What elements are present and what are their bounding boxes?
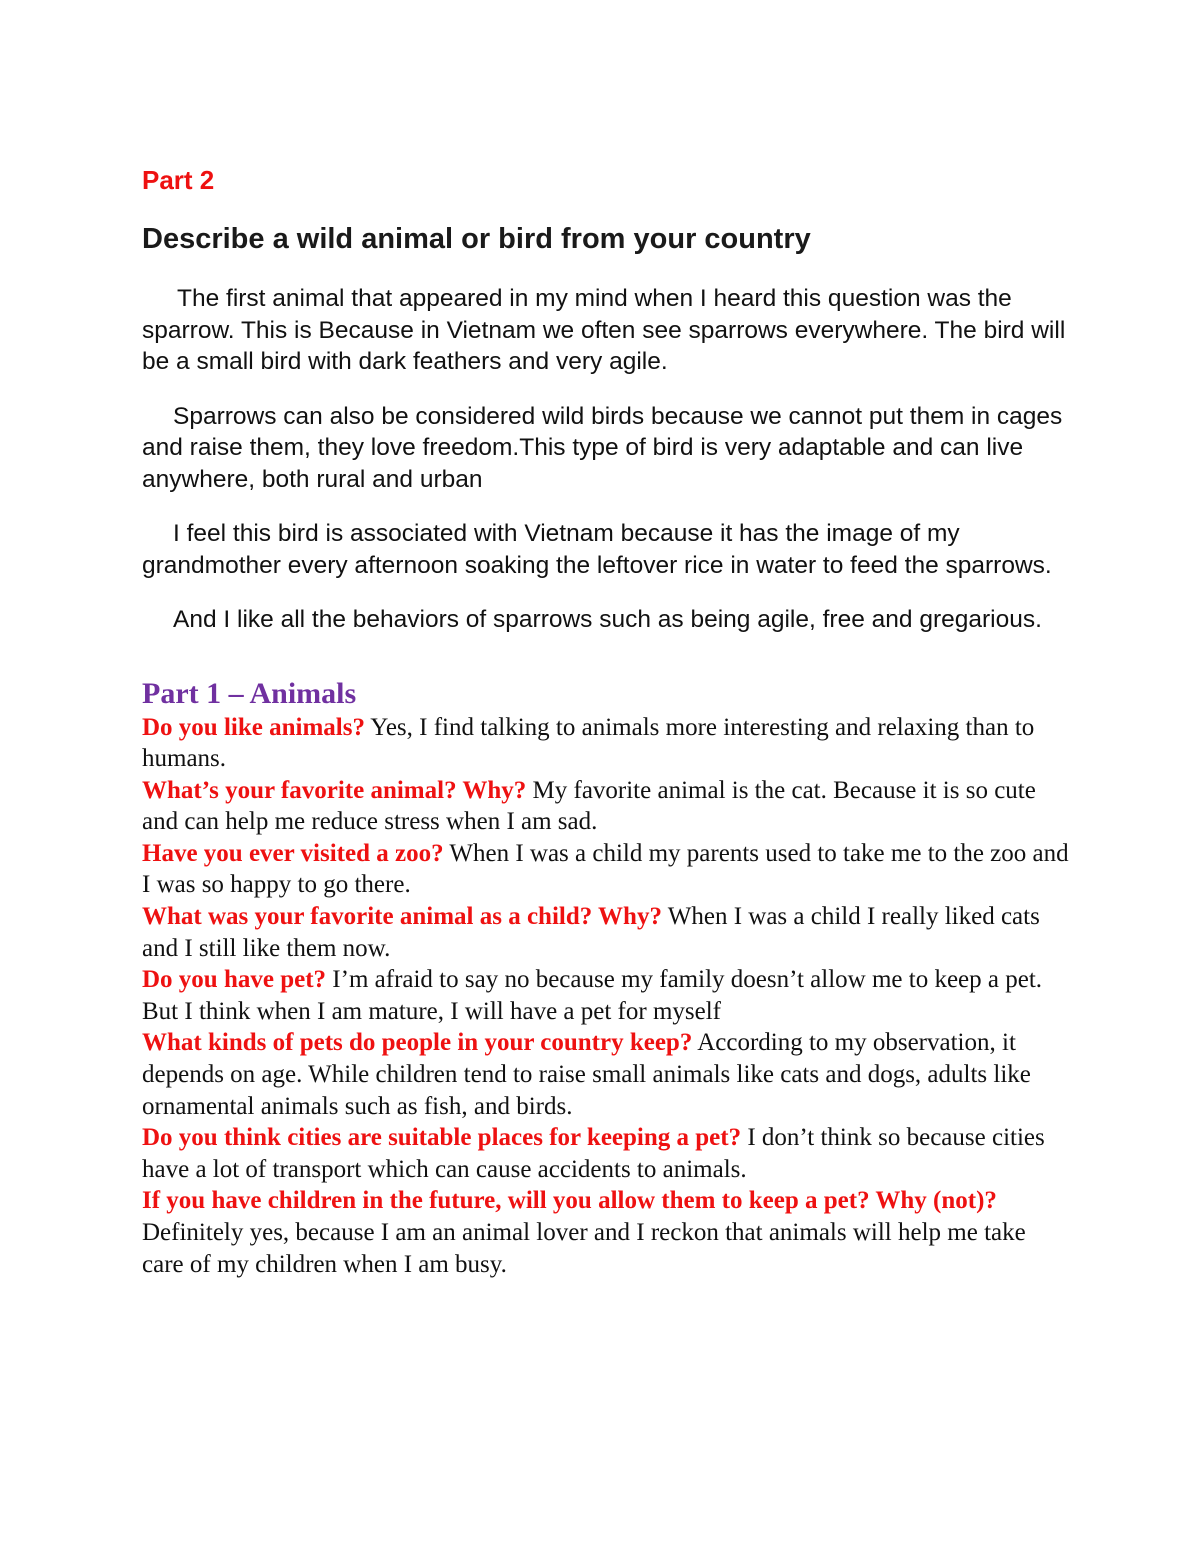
essay-paragraph: Sparrows can also be considered wild birds because we cannot put them in cages and raise them, they love freedom.This type of bird is very adaptable and can live anywhere, both rural and urban [142,402,1063,493]
question: What’s your favorite animal? Why? [142,776,527,804]
answer: Definitely yes, because I am an animal lover and I reckon that animals will help me take care of my children when I am busy. [142,1219,1026,1278]
answer: I don’t think so because cities have a lot of transport which can cause accidents to animals. [142,1124,1045,1183]
answer: My favorite animal is the cat. Because it is so cute and can help me reduce stress when I am sad. [142,776,1036,836]
answer: According to my observation, it depends on age. While children tend to raise small animals like cats and dogs, adults like ornamental animals such as fish, and birds. [142,1029,1031,1120]
qa-item [142,712,1072,775]
question: Do you have pet? [142,966,327,994]
part-2-label: Part 2 [142,165,215,195]
essay-paragraph: And I like all the behaviors of sparrows such as being agile, free and gregarious. [173,606,1042,633]
question: Have you ever visited a zoo? [142,839,444,867]
question: If you have children in the future, will you allow them to keep a pet? Why (not)? [142,1187,997,1215]
answer: I’m afraid to say no because my family doesn’t allow me to keep a pet. But I think when I am mature, I will have a pet for myself [142,966,1043,1025]
question: Do you like animals? [142,713,365,741]
qa-item [142,1027,1072,1122]
qa-item [142,1122,1072,1185]
essay-paragraph: The first animal that appeared in my mind when I heard this question was the sparrow. This is Because in Vietnam we often see sparrows everywhere. The bird will be a small bird with dark feathers and very agile. [142,285,1066,375]
part-1-qa-list [142,712,1072,1281]
question: Do you think cities are suitable places for keeping a pet? [142,1124,742,1152]
qa-item [142,964,1072,1027]
question: What kinds of pets do people in your country keep? [142,1029,693,1057]
part-2-heading: Describe a wild animal or bird from your country [142,223,811,255]
part-2-essay [142,283,1072,636]
answer: When I was a child I really liked cats and I still like them now. [142,903,1040,962]
part-1-heading: Part 1 – Animals [142,676,357,710]
answer: Yes, I find talking to animals more interesting and relaxing than to humans. [142,713,1035,773]
essay-paragraph: I feel this bird is associated with Vietnam because it has the image of my grandmother every afternoon soaking the leftover rice in water to feed the sparrows. [142,520,1052,579]
answer: When I was a child my parents used to take me to the zoo and I was so happy to go there. [142,839,1069,899]
document-content [142,164,1072,1280]
qa-item [142,838,1072,901]
qa-item [142,775,1072,838]
qa-item [142,901,1072,964]
qa-item [142,1185,1072,1280]
question: What was your favorite animal as a child? Why? [142,903,662,931]
